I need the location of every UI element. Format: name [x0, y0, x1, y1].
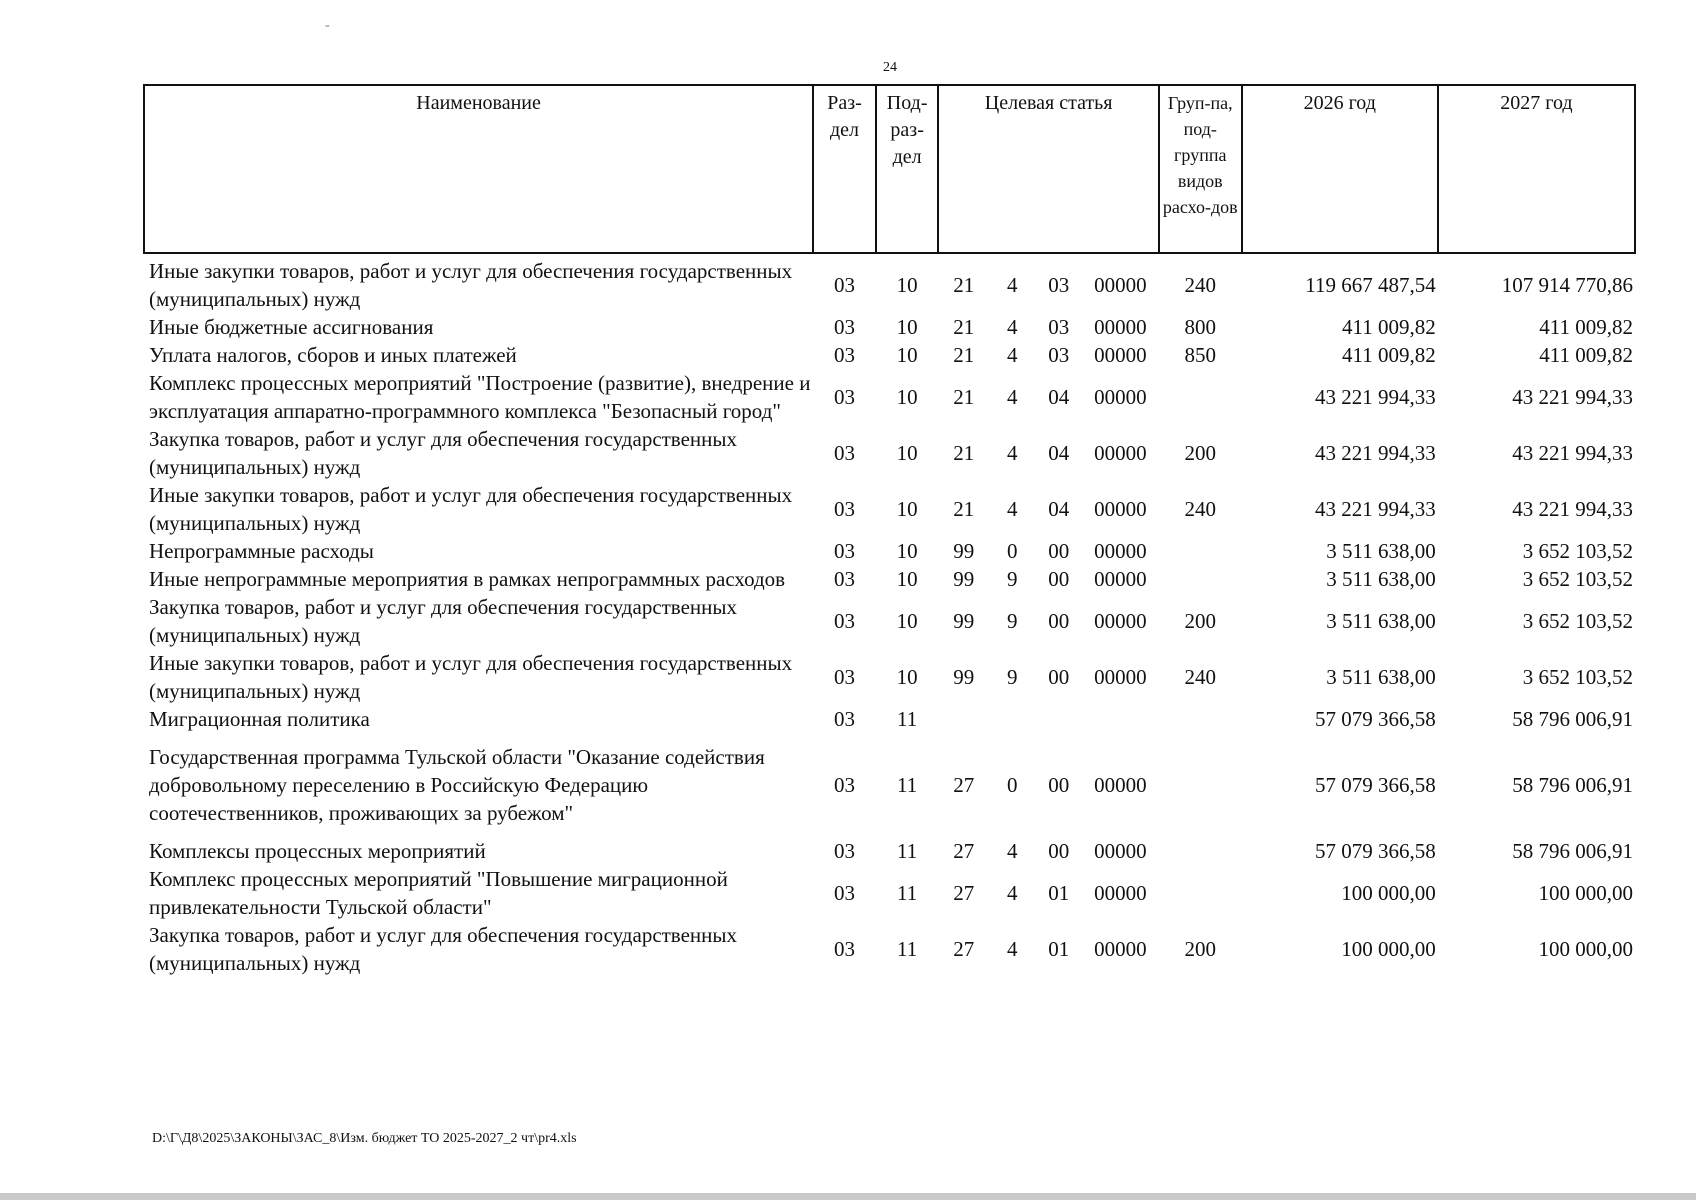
cell-target-direction: 00000	[1094, 839, 1147, 863]
cell-target-subprogram: 01	[1048, 937, 1070, 961]
cell-section: 03	[833, 839, 855, 863]
cell-target-subprogram: 04	[1048, 441, 1070, 465]
cell-subsection: 10	[896, 567, 918, 591]
cell-name: Иные закупки товаров, работ и услуг для обеспечения государственных (муниципальных) нужд	[149, 483, 793, 535]
header-subsection: Под-раз-дел	[876, 85, 939, 253]
header-year-2027: 2027 год	[1438, 85, 1635, 253]
cell-target-direction	[1082, 705, 1159, 733]
cell-amount-2026: 3 511 638,00	[1326, 567, 1436, 591]
cell-expense-group	[1159, 865, 1242, 921]
cell-expense-group	[1159, 537, 1242, 565]
cell-expense-group: 800	[1184, 315, 1216, 339]
table-row	[144, 705, 1635, 733]
cell-target-direction: 00000	[1094, 441, 1147, 465]
cell-name: Закупка товаров, работ и услуг для обеспечения государственных (муниципальных) нужд	[149, 427, 738, 479]
table-row	[144, 837, 1635, 865]
cell-target-subprogram: 04	[1048, 385, 1070, 409]
cell-section: 03	[833, 707, 855, 731]
cell-target-program: 21	[953, 441, 975, 465]
cell-expense-group: 200	[1184, 609, 1216, 633]
cell-target-program: 21	[953, 315, 975, 339]
cell-amount-2027: 58 796 006,91	[1512, 839, 1633, 863]
cell-expense-group	[1159, 837, 1242, 865]
cell-target-direction: 00000	[1094, 343, 1147, 367]
cell-target-type: 4	[1006, 881, 1018, 905]
cell-section: 03	[833, 567, 855, 591]
cell-section: 03	[833, 609, 855, 633]
cell-target-type: 0	[1006, 539, 1018, 563]
cell-expense-group: 200	[1184, 937, 1216, 961]
cell-section: 03	[833, 315, 855, 339]
cell-target-direction: 00000	[1094, 315, 1147, 339]
page-number: 24	[883, 60, 897, 75]
cell-section: 03	[833, 273, 855, 297]
table-row	[144, 341, 1635, 369]
cell-subsection: 10	[896, 343, 918, 367]
cell-amount-2027: 3 652 103,52	[1522, 539, 1633, 563]
cell-amount-2027: 3 652 103,52	[1522, 609, 1633, 633]
cell-amount-2026: 100 000,00	[1341, 937, 1436, 961]
cell-target-subprogram: 00	[1048, 773, 1070, 797]
cell-name: Иные бюджетные ассигнования	[149, 315, 434, 339]
header-section: Раз-дел	[813, 85, 876, 253]
cell-target-program	[938, 705, 989, 733]
cell-name: Иные закупки товаров, работ и услуг для обеспечения государственных (муниципальных) нужд	[149, 651, 793, 703]
cell-target-type: 4	[1006, 937, 1018, 961]
cell-amount-2027: 411 009,82	[1539, 315, 1633, 339]
cell-target-subprogram: 00	[1048, 567, 1070, 591]
cell-target-subprogram: 00	[1048, 839, 1070, 863]
cell-amount-2026: 43 221 994,33	[1315, 441, 1436, 465]
cell-target-program: 21	[953, 497, 975, 521]
cell-section: 03	[833, 881, 855, 905]
cell-amount-2027: 3 652 103,52	[1522, 567, 1633, 591]
scan-edge	[0, 1193, 1696, 1200]
header-expense-group: Груп-па, под-группа видов расхо-дов	[1159, 85, 1242, 253]
cell-subsection: 10	[896, 441, 918, 465]
header-target-article: Целевая статья	[938, 85, 1158, 253]
cell-section: 03	[833, 937, 855, 961]
cell-subsection: 10	[896, 273, 918, 297]
cell-target-type: 4	[1006, 497, 1018, 521]
cell-name: Закупка товаров, работ и услуг для обеспечения государственных (муниципальных) нужд	[149, 595, 738, 647]
cell-name: Комплекс процессных мероприятий "Повышение миграционной привлекательности Тульской области"	[149, 867, 728, 919]
cell-target-program: 99	[953, 609, 975, 633]
cell-amount-2027: 58 796 006,91	[1512, 773, 1633, 797]
cell-target-direction: 00000	[1094, 881, 1147, 905]
cell-target-type	[989, 705, 1035, 733]
cell-subsection: 10	[896, 385, 918, 409]
cell-target-subprogram: 00	[1048, 539, 1070, 563]
cell-target-program: 27	[953, 881, 975, 905]
header-name: Наименование	[144, 85, 813, 253]
cell-target-type: 9	[1006, 665, 1018, 689]
cell-expense-group: 200	[1184, 441, 1216, 465]
cell-target-subprogram: 03	[1048, 343, 1070, 367]
cell-name: Уплата налогов, сборов и иных платежей	[149, 343, 517, 367]
cell-subsection: 11	[897, 773, 918, 797]
cell-target-direction: 00000	[1094, 773, 1147, 797]
cell-section: 03	[833, 773, 855, 797]
cell-subsection: 11	[897, 839, 918, 863]
cell-expense-group	[1159, 733, 1242, 837]
cell-target-type: 0	[1006, 773, 1018, 797]
cell-amount-2026: 43 221 994,33	[1315, 497, 1436, 521]
cell-target-program: 99	[953, 567, 975, 591]
cell-name: Государственная программа Тульской области "Оказание содействия добровольному переселению в Российскую Федерацию соотечественников, проживающих за рубежом"	[149, 745, 765, 825]
cell-amount-2026: 119 667 487,54	[1305, 273, 1436, 297]
cell-name: Миграционная политика	[149, 707, 370, 731]
table-row	[144, 565, 1635, 593]
cell-target-program: 21	[953, 273, 975, 297]
table-row	[144, 369, 1635, 425]
cell-target-subprogram: 00	[1048, 609, 1070, 633]
cell-amount-2026: 57 079 366,58	[1315, 707, 1436, 731]
cell-amount-2027: 3 652 103,52	[1522, 665, 1633, 689]
cell-target-type: 4	[1006, 385, 1018, 409]
cell-section: 03	[833, 539, 855, 563]
table-header-row	[144, 85, 1635, 253]
cell-target-type: 9	[1006, 567, 1018, 591]
table-row	[144, 481, 1635, 537]
cell-amount-2026: 3 511 638,00	[1326, 609, 1436, 633]
cell-target-type: 4	[1006, 343, 1018, 367]
cell-name: Непрограммные расходы	[149, 539, 374, 563]
cell-subsection: 11	[897, 937, 918, 961]
cell-target-subprogram: 01	[1048, 881, 1070, 905]
cell-target-direction: 00000	[1094, 273, 1147, 297]
cell-subsection: 10	[896, 665, 918, 689]
cell-subsection: 11	[897, 881, 918, 905]
cell-amount-2027: 100 000,00	[1538, 881, 1633, 905]
table-row	[144, 537, 1635, 565]
cell-target-subprogram: 00	[1048, 665, 1070, 689]
cell-target-program: 27	[953, 937, 975, 961]
cell-target-type: 4	[1006, 273, 1018, 297]
cell-amount-2026: 43 221 994,33	[1315, 385, 1436, 409]
cell-expense-group: 240	[1184, 497, 1216, 521]
cell-subsection: 10	[896, 539, 918, 563]
cell-target-type: 4	[1006, 839, 1018, 863]
cell-target-direction: 00000	[1094, 567, 1147, 591]
cell-amount-2027: 43 221 994,33	[1512, 441, 1633, 465]
budget-table	[143, 84, 1636, 977]
cell-amount-2026: 411 009,82	[1342, 315, 1436, 339]
cell-target-direction: 00000	[1094, 385, 1147, 409]
cell-name: Иные непрограммные мероприятия в рамках непрограммных расходов	[149, 567, 786, 591]
cell-subsection: 10	[896, 497, 918, 521]
cell-target-subprogram	[1035, 705, 1081, 733]
table-row	[144, 313, 1635, 341]
cell-expense-group	[1159, 565, 1242, 593]
cell-target-direction: 00000	[1094, 665, 1147, 689]
cell-amount-2026: 3 511 638,00	[1326, 665, 1436, 689]
cell-section: 03	[833, 343, 855, 367]
cell-name: Комплекс процессных мероприятий "Построение (развитие), внедрение и эксплуатация аппаратно-программного комплекса "Безопасный город"	[149, 371, 811, 423]
cell-amount-2026: 100 000,00	[1341, 881, 1436, 905]
cell-target-program: 27	[953, 773, 975, 797]
cell-section: 03	[833, 497, 855, 521]
cell-section: 03	[833, 441, 855, 465]
cell-section: 03	[833, 385, 855, 409]
cell-subsection: 11	[897, 707, 918, 731]
cell-target-type: 4	[1006, 315, 1018, 339]
scan-mark: -	[325, 18, 330, 33]
cell-amount-2027: 107 914 770,86	[1501, 273, 1633, 297]
cell-amount-2027: 100 000,00	[1538, 937, 1633, 961]
cell-name: Закупка товаров, работ и услуг для обеспечения государственных (муниципальных) нужд	[149, 923, 738, 975]
cell-subsection: 10	[896, 315, 918, 339]
cell-target-subprogram: 04	[1048, 497, 1070, 521]
cell-amount-2027: 58 796 006,91	[1512, 707, 1633, 731]
header-year-2026: 2026 год	[1242, 85, 1438, 253]
table-row	[144, 649, 1635, 705]
cell-target-program: 99	[953, 539, 975, 563]
table-row	[144, 253, 1635, 313]
table-row	[144, 593, 1635, 649]
cell-amount-2027: 411 009,82	[1539, 343, 1633, 367]
cell-target-subprogram: 03	[1048, 273, 1070, 297]
cell-expense-group	[1159, 705, 1242, 733]
cell-target-direction: 00000	[1094, 497, 1147, 521]
cell-target-program: 21	[953, 343, 975, 367]
table-row	[144, 921, 1635, 977]
cell-amount-2026: 57 079 366,58	[1315, 773, 1436, 797]
cell-target-program: 21	[953, 385, 975, 409]
cell-amount-2026: 57 079 366,58	[1315, 839, 1436, 863]
cell-target-type: 4	[1006, 441, 1018, 465]
cell-target-direction: 00000	[1094, 609, 1147, 633]
cell-expense-group: 850	[1184, 343, 1216, 367]
cell-amount-2026: 3 511 638,00	[1326, 539, 1436, 563]
cell-target-direction: 00000	[1094, 539, 1147, 563]
cell-amount-2027: 43 221 994,33	[1512, 497, 1633, 521]
cell-expense-group: 240	[1184, 665, 1216, 689]
cell-name: Комплексы процессных мероприятий	[149, 839, 486, 863]
table-row	[144, 733, 1635, 837]
table-row	[144, 425, 1635, 481]
cell-section: 03	[833, 665, 855, 689]
cell-expense-group	[1159, 369, 1242, 425]
table-body	[144, 253, 1635, 977]
cell-target-type: 9	[1006, 609, 1018, 633]
cell-amount-2026: 411 009,82	[1342, 343, 1436, 367]
cell-target-program: 27	[953, 839, 975, 863]
cell-expense-group: 240	[1184, 273, 1216, 297]
cell-target-program: 99	[953, 665, 975, 689]
cell-target-subprogram: 03	[1048, 315, 1070, 339]
cell-name: Иные закупки товаров, работ и услуг для обеспечения государственных (муниципальных) нужд	[149, 259, 793, 311]
table-row	[144, 865, 1635, 921]
cell-target-direction: 00000	[1094, 937, 1147, 961]
cell-subsection: 10	[896, 609, 918, 633]
file-path-footer: D:\Г\Д8\2025\ЗАКОНЫ\ЗАС_8\Изм. бюджет ТО 2025-2027_2 чт\pr4.xls	[152, 1131, 577, 1146]
cell-amount-2027: 43 221 994,33	[1512, 385, 1633, 409]
